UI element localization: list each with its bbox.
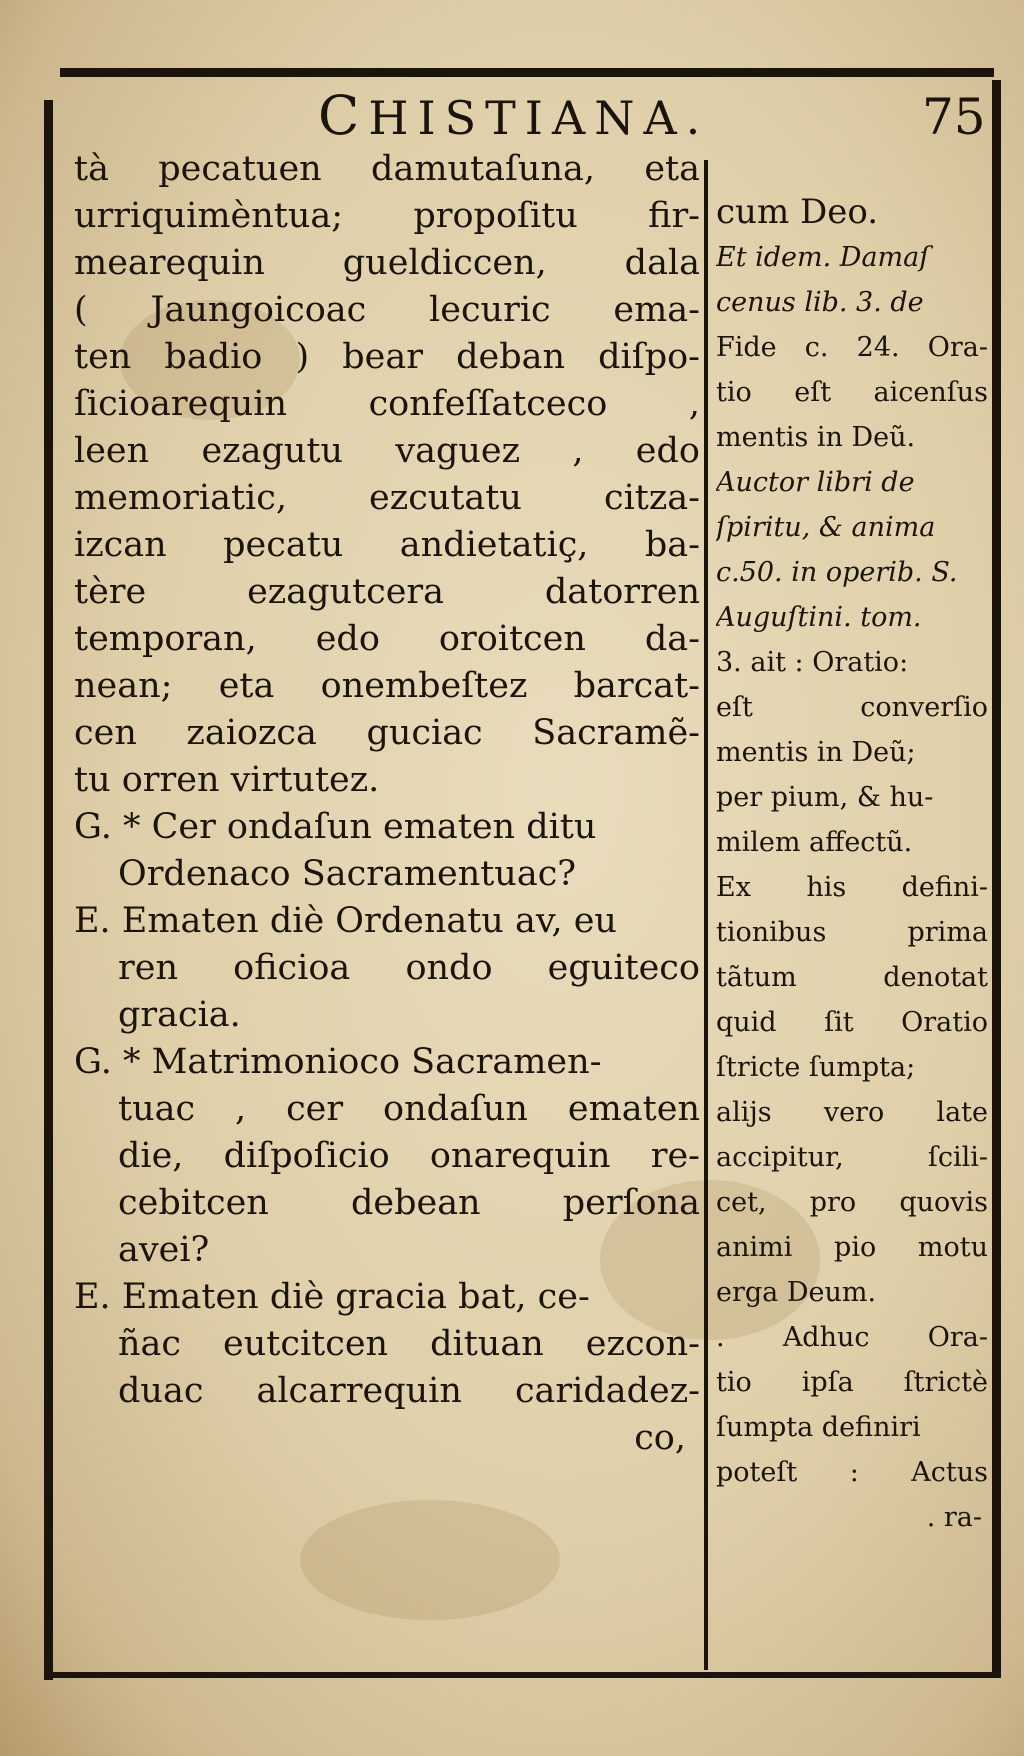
question-line: G. * Matrimonioco Sacramen- (74, 1042, 602, 1082)
note-line: cum Deo. (716, 192, 879, 232)
left-border (44, 100, 53, 1680)
text-line: avei? (118, 1230, 210, 1270)
note-line: Ex his defini- (716, 872, 988, 903)
note-line: ſtricte ſumpta; (716, 1052, 916, 1083)
note-line: Et idem. Damaſ (716, 242, 930, 273)
marginal-note-column (716, 190, 988, 1540)
text-line: cen zaiozca guciac Sacramẽ- (74, 713, 700, 753)
text-line: nean; eta onembeſtez barcat- (74, 666, 700, 706)
text-line: cebitcen debean perſona (118, 1183, 700, 1223)
note-line: cet, pro quovis (716, 1187, 988, 1218)
note-line: tio eſt aicenſus (716, 377, 988, 408)
note-line: animi pio motu (716, 1232, 988, 1263)
running-title-rest: HISTIANA. (368, 91, 710, 145)
text-line: ſicioarequin confeſſatceco , (74, 384, 700, 424)
catchword: co, (634, 1418, 686, 1458)
text-line: Ordenaco Sacramentuac? (118, 854, 577, 894)
text-line: urriquimèntua; propoſitu fir- (74, 196, 700, 236)
note-line: Auguſtini. tom. (716, 602, 922, 633)
note-line: mentis in Deũ. (716, 422, 916, 453)
text-line: leen ezagutu vaguez , edo (74, 431, 700, 471)
note-line: cenus lib. 3. de (716, 287, 924, 318)
answer-line: E. Ematen diè Ordenatu av, eu (74, 901, 617, 941)
running-title-initial: C (318, 84, 369, 147)
text-line: ren oficioa ondo eguiteco (118, 948, 700, 988)
text-line: ten badio ) bear deban diſpo- (74, 337, 700, 377)
note-line: erga Deum. (716, 1277, 877, 1308)
text-line: memoriatic, ezcutatu citza- (74, 478, 700, 518)
answer-line: E. Ematen diè gracia bat, ce- (74, 1277, 590, 1317)
main-text-column (74, 146, 700, 1462)
note-line: milem affectũ. (716, 827, 913, 858)
text-line: mearequin gueldiccen, dala (74, 243, 700, 283)
text-line: ñac eutcitcen dituan ezcon- (118, 1324, 700, 1364)
note-line: c.50. in operib. S. (716, 557, 958, 588)
note-line: ſpiritu, & anima (716, 512, 936, 543)
note-line: tionibus prima (716, 917, 988, 948)
note-line: Auctor libri de (716, 467, 915, 498)
note-line: alijs vero late (716, 1097, 988, 1128)
text-line: temporan, edo oroitcen da- (74, 619, 700, 659)
text-line: tuac , cer ondaſun ematen (118, 1089, 700, 1129)
note-catchword: . ra- (926, 1502, 982, 1533)
paper-stain (300, 1500, 560, 1620)
text-line: tu orren virtutez. (74, 760, 380, 800)
running-title (318, 84, 709, 147)
text-line: duac alcarrequin caridadez- (118, 1371, 700, 1411)
text-line: ( Jaungoicoac lecuric ema- (74, 290, 700, 330)
text-line: izcan pecatu andietatiç, ba- (74, 525, 700, 565)
question-line: G. * Cer ondaſun ematen ditu (74, 807, 597, 847)
note-line: accipitur, ſcili- (716, 1142, 988, 1173)
note-line: Fide c. 24. Ora- (716, 332, 988, 363)
note-line: 3. ait : Oratio: (716, 647, 909, 678)
top-rule (60, 68, 994, 77)
note-line: mentis in Deũ; (716, 737, 916, 768)
column-divider (704, 160, 708, 1670)
note-line: eſt converſio (716, 692, 988, 723)
note-line: . Adhuc Ora- (716, 1322, 988, 1353)
note-line: poteſt : Actus (716, 1457, 988, 1488)
text-line: die, diſpoſicio onarequin re- (118, 1136, 700, 1176)
right-border (992, 80, 1001, 1678)
page-number: 75 (922, 88, 986, 146)
note-line: tãtum denotat (716, 962, 988, 993)
text-line: gracia. (118, 995, 241, 1035)
text-line: tère ezagutcera datorren (74, 572, 700, 612)
text-line: tà pecatuen damutaſuna, eta (74, 149, 700, 189)
note-line: ſumpta definiri (716, 1412, 921, 1443)
note-line: quid ſit Oratio (716, 1007, 988, 1038)
note-line: per pium, & hu- (716, 782, 934, 813)
note-line: tio ipſa ſtrictè (716, 1367, 988, 1398)
bottom-rule (48, 1672, 994, 1678)
